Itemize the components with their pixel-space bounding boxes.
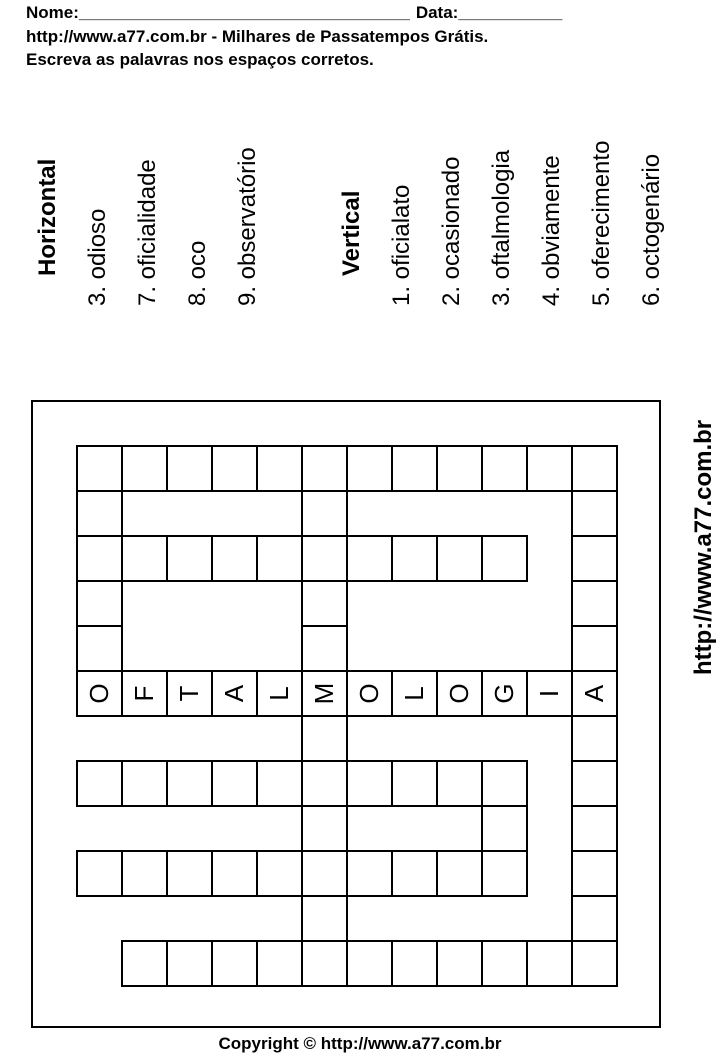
grid-cell[interactable] <box>436 670 483 717</box>
grid-cell[interactable] <box>211 760 258 807</box>
grid-cell[interactable] <box>166 670 213 717</box>
grid-cell[interactable] <box>256 850 303 897</box>
grid-letter: O <box>84 683 114 704</box>
grid-cell[interactable] <box>121 670 168 717</box>
grid-letter: M <box>309 682 339 705</box>
grid-cell[interactable] <box>346 850 393 897</box>
grid-cell[interactable] <box>301 805 348 852</box>
grid-letter: L <box>399 686 429 701</box>
grid-cell[interactable] <box>571 490 618 537</box>
grid-cell[interactable] <box>121 850 168 897</box>
grid-cell[interactable] <box>436 940 483 987</box>
grid-cell[interactable] <box>571 535 618 582</box>
grid-cell[interactable] <box>211 535 258 582</box>
grid-cell[interactable] <box>481 670 528 717</box>
clue-horizontal-9: 9. observatório <box>234 147 261 306</box>
grid-cell[interactable] <box>166 535 213 582</box>
grid-cell[interactable] <box>391 535 438 582</box>
grid-cell[interactable] <box>301 490 348 537</box>
grid-letter: L <box>264 686 294 701</box>
grid-cell[interactable] <box>571 940 618 987</box>
grid-cell[interactable] <box>481 760 528 807</box>
grid-cell[interactable] <box>346 535 393 582</box>
clue-horizontal-7: 7. oficialidade <box>134 159 161 306</box>
grid-cell[interactable] <box>76 445 123 492</box>
grid-cell[interactable] <box>571 760 618 807</box>
grid-cell[interactable] <box>481 850 528 897</box>
date-blank[interactable]: ___________ <box>458 3 563 22</box>
grid-letter: G <box>489 683 519 704</box>
name-date-line <box>26 3 562 23</box>
grid-cell[interactable] <box>301 670 348 717</box>
date-label: Data: <box>415 3 459 22</box>
grid-cell[interactable] <box>526 670 573 717</box>
grid-cell[interactable] <box>391 445 438 492</box>
clue-vertical-1: 1. oficialato <box>388 184 415 306</box>
grid-cell[interactable] <box>76 850 123 897</box>
side-url: http://www.a77.com.br <box>690 419 717 675</box>
grid-cell[interactable] <box>346 445 393 492</box>
grid-cell[interactable] <box>211 850 258 897</box>
grid-cell[interactable] <box>256 760 303 807</box>
grid-letter: A <box>219 684 249 703</box>
grid-letter: O <box>354 683 384 704</box>
grid-cell[interactable] <box>436 535 483 582</box>
grid-cell[interactable] <box>571 895 618 942</box>
name-label: Nome: <box>26 3 79 22</box>
grid-cell[interactable] <box>571 850 618 897</box>
instruction-line: Escreva as palavras nos espaços corretos. <box>26 50 374 69</box>
grid-cell[interactable] <box>76 580 123 627</box>
grid-cell[interactable] <box>571 715 618 762</box>
grid-cell[interactable] <box>166 445 213 492</box>
clue-vertical-6: 6. octogenário <box>638 153 665 306</box>
clue-vertical-5: 5. oferecimento <box>588 140 615 306</box>
clue-vertical-2: 2. ocasionado <box>438 156 465 306</box>
grid-cell[interactable] <box>526 445 573 492</box>
grid-cell[interactable] <box>301 940 348 987</box>
grid-cell[interactable] <box>436 760 483 807</box>
clue-horizontal-8: 8. oco <box>184 240 211 306</box>
grid-cell[interactable] <box>391 670 438 717</box>
grid-cell[interactable] <box>76 625 123 672</box>
grid-cell[interactable] <box>571 445 618 492</box>
site-line: http://www.a77.com.br - Milhares de Passatempos Grátis. <box>26 27 489 46</box>
grid-cell[interactable] <box>256 940 303 987</box>
grid-cell[interactable] <box>211 940 258 987</box>
grid-cell[interactable] <box>76 535 123 582</box>
grid-letter: O <box>444 683 474 704</box>
grid-cell[interactable] <box>256 670 303 717</box>
grid-cell[interactable] <box>211 670 258 717</box>
grid-cell[interactable] <box>391 850 438 897</box>
grid-letter: I <box>534 689 564 698</box>
clue-horizontal-3: 3. odioso <box>84 208 111 306</box>
grid-cell[interactable] <box>481 940 528 987</box>
grid-cell[interactable] <box>256 445 303 492</box>
grid-cell[interactable] <box>301 625 348 672</box>
footer-copyright: Copyright © http://www.a77.com.br <box>218 1034 502 1053</box>
grid-cell[interactable] <box>436 850 483 897</box>
grid-cell[interactable] <box>571 580 618 627</box>
grid-cell[interactable] <box>301 445 348 492</box>
grid-letter: A <box>579 684 609 703</box>
grid-cell[interactable] <box>301 535 348 582</box>
grid-letter: F <box>129 685 159 702</box>
grid-cell[interactable] <box>571 670 618 717</box>
clue-vertical-3: 3. oftalmologia <box>488 149 515 306</box>
grid-cell[interactable] <box>346 940 393 987</box>
grid-cell[interactable] <box>481 445 528 492</box>
grid-cell[interactable] <box>121 940 168 987</box>
grid-cell[interactable] <box>301 715 348 762</box>
grid-cell[interactable] <box>121 535 168 582</box>
grid-cell[interactable] <box>526 940 573 987</box>
grid-cell[interactable] <box>481 535 528 582</box>
grid-cell[interactable] <box>301 850 348 897</box>
grid-cell[interactable] <box>121 445 168 492</box>
grid-cell[interactable] <box>76 760 123 807</box>
clue-vertical-4: 4. obviamente <box>538 155 565 306</box>
grid-cell[interactable] <box>256 535 303 582</box>
grid-cell[interactable] <box>166 850 213 897</box>
grid-cell[interactable] <box>301 895 348 942</box>
grid-cell[interactable] <box>346 760 393 807</box>
grid-cell[interactable] <box>166 940 213 987</box>
grid-cell[interactable] <box>391 940 438 987</box>
grid-cell[interactable] <box>436 445 483 492</box>
grid-cell[interactable] <box>301 760 348 807</box>
grid-cell[interactable] <box>571 805 618 852</box>
grid-cell[interactable] <box>346 670 393 717</box>
name-blank[interactable]: ___________________________________ <box>78 3 410 22</box>
grid-cell[interactable] <box>571 625 618 672</box>
grid-cell[interactable] <box>301 580 348 627</box>
vertical-title: Vertical <box>338 190 365 276</box>
grid-cell[interactable] <box>211 445 258 492</box>
grid-cell[interactable] <box>391 760 438 807</box>
grid-cell[interactable] <box>76 670 123 717</box>
grid-cell[interactable] <box>481 805 528 852</box>
horizontal-title: Horizontal <box>34 158 61 276</box>
grid-cell[interactable] <box>166 760 213 807</box>
grid-cell[interactable] <box>121 760 168 807</box>
grid-letter: T <box>174 685 204 702</box>
grid-cell[interactable] <box>76 490 123 537</box>
